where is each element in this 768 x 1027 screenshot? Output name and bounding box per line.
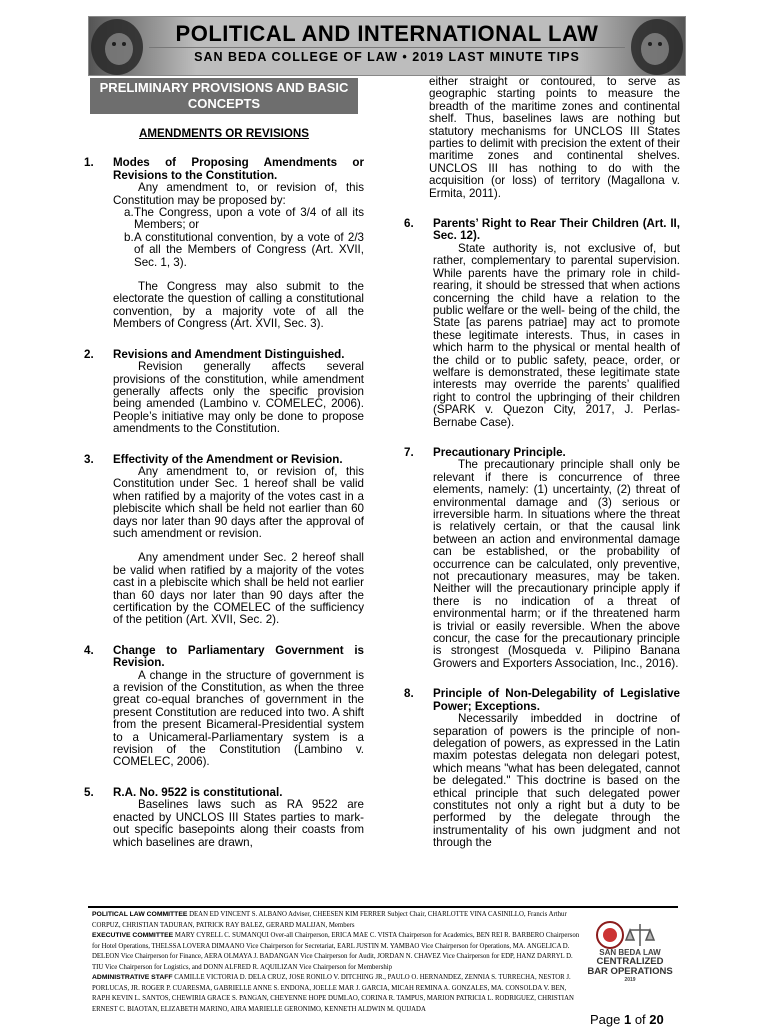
item-number: 3.	[84, 452, 94, 466]
header-banner	[88, 16, 686, 76]
right-column	[404, 76, 680, 868]
item-7	[404, 447, 680, 670]
item-number: 4.	[84, 643, 94, 657]
san-beda-seal-icon	[594, 920, 674, 950]
item-heading: Principle of Non-Delegability of Legislative Power; Exceptions.	[433, 687, 680, 713]
item-number: 6.	[404, 217, 414, 231]
logo-year: 2019	[624, 977, 636, 983]
paragraph: A change in the structure of government is a revision of the Constitution, as when the three great co-equal branches of government in the present Constitution are reduced into two. A shift from the present Bicameral-Presidential system to a Unicameral-Parliamentary system is a revision of the Constitution (Lambino v. COMELEC, 2006).	[113, 668, 364, 769]
footer-divider	[88, 906, 678, 908]
footer-credits	[92, 910, 584, 1015]
item-5	[84, 787, 364, 849]
paragraph: The precautionary principle shall only be relevant if there is concurrence of three elements, namely: (1) uncertainty, (2) threat of environmental damage and (3) serious or irreversible harm. In situations where the threat is relatively certain, or that the causal link between an action and environmental damage can be established, or the probability of occurrence can be calculated, only preventive, not precautionary measures, may be taken. Neither will the precautionary principle apply if there is no indication of a threat of environmental harm; or if the threatened harm is trivial or easily reversible. When the above concur, the case for the precautionary principle is strongest (Mosqueda v. Pilipino Banana Growers and Exporters Association, Inc., 2016).	[433, 458, 680, 670]
item-heading: Change to Parliamentary Government is Revision.	[113, 643, 364, 670]
item-1	[84, 157, 364, 330]
footer-members: DEAN ED VINCENT S. ALBANO Adviser, CHEESEN KIM FERRER Subject Chair, CHARLOTTE VINA CASINILLO, Francis Arthur CORPUZ, CHRISTIAN TADURAN, PATRICK RAY BALEZ, GERARD MALIJAN, Members	[92, 911, 567, 929]
item-number: 5.	[84, 785, 94, 799]
item-number: 1.	[84, 156, 94, 170]
page-number: Page 1 of 20	[590, 1012, 664, 1027]
sub-item-letter: b.	[124, 230, 134, 244]
logo-line-1: SAN BEDA LAW	[599, 948, 661, 957]
paragraph: The Congress may also submit to the electorate the question of calling a constitutional convention, by a majority vote of all the Members of Congress (Art. XVII, Sec. 3).	[113, 280, 364, 331]
paragraph: Any amendment under Sec. 2 hereof shall be valid when ratified by a majority of the votes cast in a plebiscite which shall be held not earlier than 60 days nor later than 90 days after the certification by the COMELEC of the sufficiency of the petition (Art. XVII, Sec. 2).	[113, 551, 364, 627]
header-title: POLITICAL AND INTERNATIONAL LAW	[175, 21, 599, 46]
subsection-title: AMENDMENTS OR REVISIONS	[138, 127, 310, 140]
item-8	[404, 688, 680, 849]
footer-label: ADMINISTRATIVE STAFF	[92, 974, 173, 981]
item-2	[84, 349, 364, 436]
paragraph: Necessarily imbedded in doctrine of separation of powers is the principle of non-delegation of powers, as expressed in the Latin maxim potestas delegata non delegari potest, which means "what has been delegated, cannot be delegated." This doctrine is based on the ethical principle that such delegated power constitutes not only a right but a duty to be performed by the delegate through the instrumentality of his own judgment and not through the	[433, 712, 680, 850]
section-title: PRELIMINARY PROVISIONS AND BASIC CONCEPTS	[90, 78, 358, 114]
item-heading: Revisions and Amendment Distinguished.	[113, 347, 345, 361]
item-number: 2.	[84, 347, 94, 361]
paragraph: Any amendment to, or revision of, this Constitution under Sec. 1 hereof shall be valid when ratified by a majority of the votes cast in a plebiscite which shall be held not earlier than 60 days nor later than 90 days after the approval of such amendment or revision.	[113, 464, 364, 540]
footer-label: POLITICAL LAW COMMITTEE	[92, 911, 188, 918]
sub-item-text: The Congress, upon a vote of 3/4 of all its Members; or	[134, 206, 364, 232]
paragraph: State authority is, not exclusive of, but rather, complementary to parental supervision. While parents have the primary role in child-rearing, it should be stressed that when actions concerning the child have a relation to the public welfare or the well- being of the child, the State [as parens patriae] may act to promote these legitimate interests. Thus, in cases in which harm to the physical or mental health of the child or to public safety, peace, order, or welfare is demonstrated, these legitimate state interests may override the parents’ qualified right to control the upbringing of their children (SPARK v. Quezon City, 2017, J. Perlas-Bernabe Case).	[433, 241, 680, 429]
item-heading: Effectivity of the Amendment or Revision.	[113, 452, 343, 466]
item-number: 7.	[404, 445, 414, 459]
sub-item-a	[113, 207, 364, 232]
item-heading: Parents’ Right to Rear Their Children (Art. II, Sec. 12).	[433, 217, 680, 243]
footer-members: MARY CYRELL C. SUMANQUI Over-all Chairperson, ERICA MAE C. VISTA Chairperson for Academics, BEN REI R. BARBERO Chairperson for Hotel Operations, THELSSA LOVERA DIMAANO Vice Chairperson for Secretariat, EARL JUSTIN M. YAMBAO Vice Chairperson for Operations, MA. ANGELICA D. DELEON Vice Chairperson for Finance, AERA OLMAYA J. BADANGAN Vice Chairperson for Audit, JORDAN N. CHAVEZ Vice Chairperson for EDP, HANZ DARRYL D. TIU Vice Chairperson for Logistics, and DONN ALFRED R. AQUILIZAN Vice Chairperson for Membership	[92, 932, 580, 971]
paragraph: Any amendment to, or revision of, this Constitution may be proposed by:	[113, 181, 364, 207]
item-5-continuation: either straight or contoured, to serve as geographic starting points to measure the breadth of the maritime zones and continental shelf. Thus, baselines laws are nothing but statutory mechanisms for UNCLOS III States parties to delimit with precision the extent of their maritime zones and continental shelves. UNCLOS III has nothing to do with the acquisition (or loss) of territory (Magallona v. Ermita, 2011).	[429, 75, 680, 200]
item-4	[84, 645, 364, 769]
sub-item-b	[113, 232, 364, 269]
footer-members: CAMILLE VICTORIA D. DELA CRUZ, JOSE RONILO V. DITCHING JR., PAULO O. HERNANDEZ, ZENNIA S. TURRECHA, NESTOR J. PORLUCAS, JR. ROGER P. CUARESMA, GABRIELLE ANNE S. ENDONA, JOELLE MAR J. GARCIA, MICAH REMINA A. GONZALES, MA. CONSOLDA V. BEN, RAPH KEVIN L. SANTOS, CHEWIRIA GRACE S. PANGAN, CHEYENNE HOPE DUMLAO, CORINA R. TAMPUS, MARION PATRICIA L. RODRIGUEZ, CHRISTIAN ERNEST C. BIAOTAN, ELIZABETH MARINO, AIRA MARIELLE GERONIMO, KENNETH ALDWIN M. QUIJADA	[92, 974, 574, 1013]
item-heading: R.A. No. 9522 is constitutional.	[113, 785, 283, 799]
paragraph: Revision generally affects several provisions of the constitution, while amendment generally affects only the specific provision being amended (Lambino v. COMELEC, 2006). People’s initiative may only be done to propose amendments to the Constitution.	[113, 360, 364, 436]
paragraph: Baselines laws such as RA 9522 are enacted by UNCLOS III States parties to mark-out specific basepoints along their coasts from which baselines are drawn,	[113, 798, 364, 849]
left-column	[84, 78, 364, 867]
sub-item-letter: a.	[124, 206, 134, 220]
item-6	[404, 218, 680, 429]
sub-item-text: A constitutional convention, by a vote of 2/3 of all the Members of Congress (Art. XVII, Sec. 1, 3).	[134, 230, 364, 269]
item-heading: Modes of Proposing Amendments or Revisions to the Constitution.	[113, 156, 364, 182]
item-number: 8.	[404, 687, 414, 701]
logo-line-3: BAR OPERATIONS	[587, 966, 673, 977]
item-3	[84, 454, 364, 627]
item-heading: Precautionary Principle.	[433, 445, 566, 459]
logo-line-2: CENTRALIZED	[596, 956, 664, 967]
footer-label: EXECUTIVE COMMITTEE	[92, 932, 174, 939]
header-subtitle: SAN BEDA COLLEGE OF LAW • 2019 LAST MINUTE TIPS	[194, 50, 580, 64]
cbo-logo	[586, 948, 674, 983]
